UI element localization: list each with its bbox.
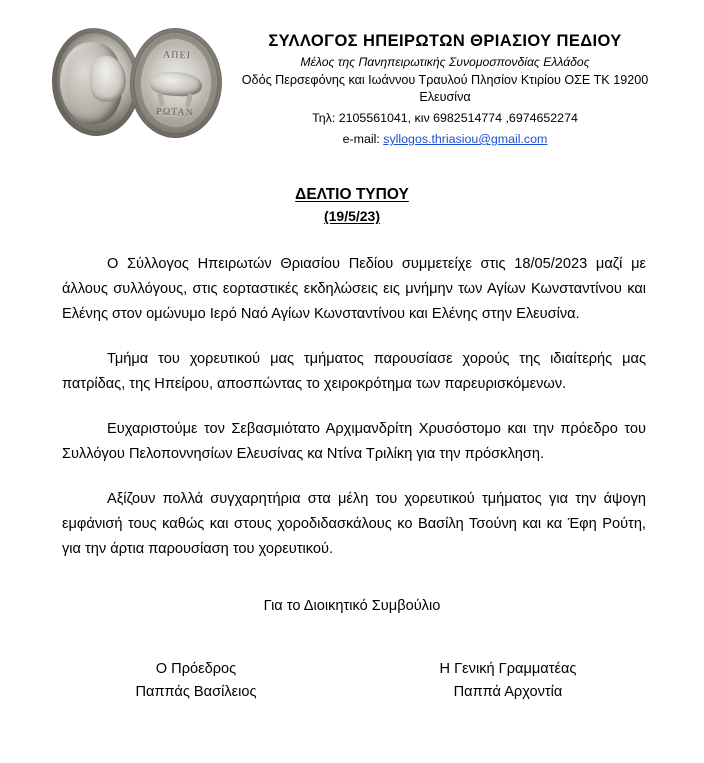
address-line-2: Ελευσίνα	[419, 90, 471, 104]
address-line-1: Οδός Περσεφόνης και Ιωάννου Τραυλού Πλησίον Κτιρίου ΟΣΕ ΤΚ 19200	[241, 73, 649, 87]
signature-president-name: Παππάς Βασίλειος	[135, 684, 257, 700]
letterhead-text	[228, 24, 674, 148]
signature-president	[40, 658, 352, 704]
paragraph-3: Ευχαριστούμε τον Σεβασμιότατο Αρχιμανδρίτη Χρυσόστομο και την πρόεδρο του Συλλόγου Πελοποννησίων Ελευσίνας κα Ντίνα Τριλίκη για την πρόσκληση.	[62, 421, 646, 462]
epirote-coins-logo	[46, 28, 228, 146]
signature-secretary-name: Παππά Αρχοντία	[453, 684, 563, 700]
organization-title: ΣΥΛΛΟΓΟΣ ΗΠΕΙΡΩΤΩΝ ΘΡΙΑΣΙΟΥ ΠΕΔΙΟΥ	[268, 32, 622, 50]
coin-legend-top: ΑΠΕΙ	[162, 49, 192, 62]
coin-legend-bottom: ΡΩΤΑΝ	[155, 106, 195, 119]
email-line	[228, 130, 662, 148]
email-label: e-mail:	[342, 132, 384, 146]
title-block	[0, 186, 704, 224]
organization-subtitle: Μέλος της Πανηπειρωτικής Συνομοσπονδίας Ελλάδος	[300, 55, 590, 69]
letterhead	[0, 0, 704, 148]
paragraph-4: Αξίζουν πολλά συγχαρητήρια στα μέλη του χορευτικού τμήματος για την άψογη εμφάνισή τους καθώς και στους χοροδιδασκάλους κο Βασίλη Τσούνη και κα Έφη Ρούτη, για την άρτια παρουσίαση του χορευτικού.	[62, 491, 646, 557]
paragraph-2: Τμήμα του χορευτικού μας τμήματος παρουσίασε χορούς της ιδιαίτερής μας πατρίδας, της Ηπείρου, αποσπώντας το χειροκρότημα των παρευρισκόμενων.	[62, 351, 646, 392]
signature-secretary	[352, 658, 664, 704]
page-title: ΔΕΛΤΙΟ ΤΥΠΟΥ	[295, 186, 409, 203]
signature-president-role: Ο Πρόεδρος	[155, 661, 237, 677]
zeus-head-coin-icon	[50, 26, 142, 137]
email-link[interactable]: syllogos.thriasiou@gmail.com	[383, 132, 548, 146]
board-line: Για το Διοικητικό Συμβούλιο	[263, 598, 441, 614]
phone-line: Τηλ: 2105561041, κιν 6982514774 ,6974652274	[312, 111, 578, 125]
coin-rim	[131, 30, 221, 137]
signature-block	[0, 658, 704, 704]
signature-secretary-role: Η Γενική Γραμματέας	[439, 661, 577, 677]
coin-rim	[53, 30, 139, 135]
paragraph-1: Ο Σύλλογος Ηπειρωτών Θριασίου Πεδίου συμμετείχε στις 18/05/2023 μαζί με άλλους συλλόγους, στις εορταστικές εκδηλώσεις εις μνήμην των Αγίων Κωνσταντίνου και Ελένης στον ομώνυμο Ιερό Ναό Αγίων Κωνσταντίνου και Ελένης στην Ελευσίνα.	[62, 256, 646, 322]
bull-wreath-coin-icon	[128, 26, 224, 139]
body-copy	[62, 252, 646, 562]
document-date: (19/5/23)	[323, 208, 381, 224]
